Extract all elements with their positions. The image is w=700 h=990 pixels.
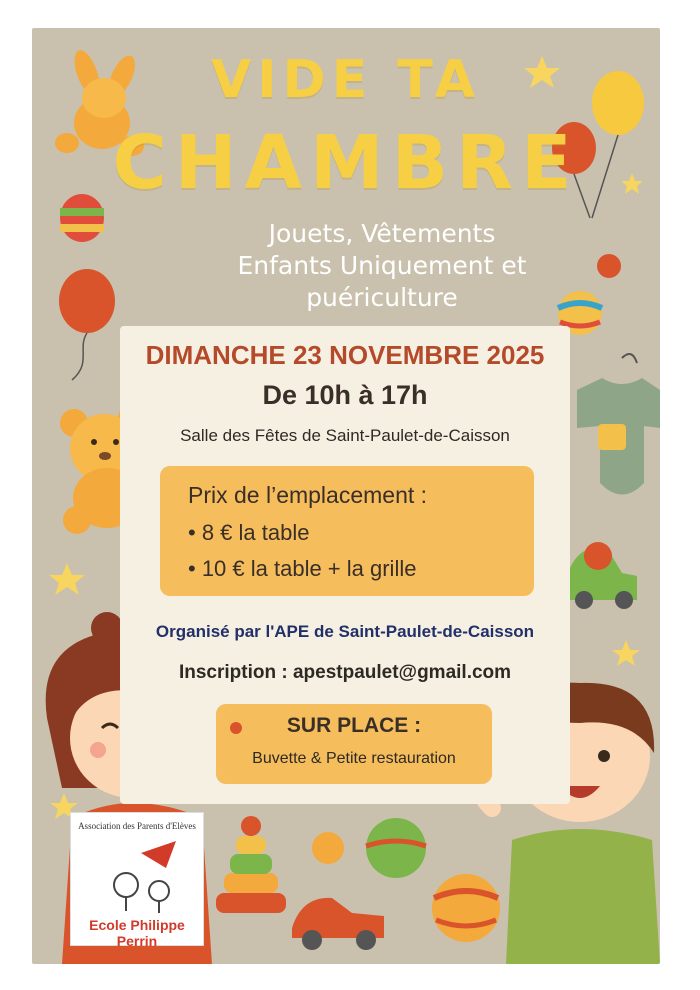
poster: [32, 28, 660, 964]
ball-icon: [432, 874, 500, 942]
toy-car-icon: [292, 898, 384, 950]
event-venue: Salle des Fêtes de Saint-Paulet-de-Caisson: [180, 426, 510, 445]
on-site-title: SUR PLACE :: [286, 714, 422, 737]
title-line-1: VIDE TA: [210, 50, 482, 110]
on-site-text: Buvette & Petite restauration: [252, 750, 456, 767]
toy-ornament-icon: [597, 254, 621, 278]
inscription-text: Inscription : apestpaulet@gmail.com: [178, 662, 512, 683]
on-site-box: [216, 704, 492, 784]
event-date: DIMANCHE 23 NOVEMBRE 2025: [145, 340, 545, 370]
title-line-2: CHAMBRE: [112, 120, 580, 206]
toy-car-icon: [567, 542, 637, 609]
organiser-text: Organisé par l'APE de Saint-Paulet-de-Caisson: [155, 622, 535, 641]
subtitle-line-3: puériculture: [306, 283, 458, 312]
ball-icon: [312, 832, 344, 864]
logo-school-text: Ecole Philippe Perrin: [89, 917, 185, 949]
pricing-item: • 8 € la table: [188, 520, 310, 545]
subtitle-line-2: Enfants Uniquement et: [237, 251, 527, 280]
pricing-box: [160, 466, 534, 596]
star-icon: [612, 640, 640, 666]
stacking-rings-icon: [216, 816, 286, 913]
event-hours: De 10h à 17h: [262, 380, 428, 410]
logo-association-text: Association des Parents d'Elèves: [78, 821, 196, 831]
event-info-card: [120, 326, 570, 804]
star-icon: [49, 563, 85, 595]
pricing-title: Prix de l’emplacement :: [188, 482, 428, 508]
ape-logo: [70, 812, 204, 949]
onesie-icon: [577, 354, 660, 495]
subtitle-line-1: Jouets, Vêtements: [268, 219, 496, 248]
ball-icon: [366, 818, 426, 878]
balloon-icon: [59, 269, 115, 333]
pricing-item: • 10 € la table + la grille: [188, 556, 417, 581]
